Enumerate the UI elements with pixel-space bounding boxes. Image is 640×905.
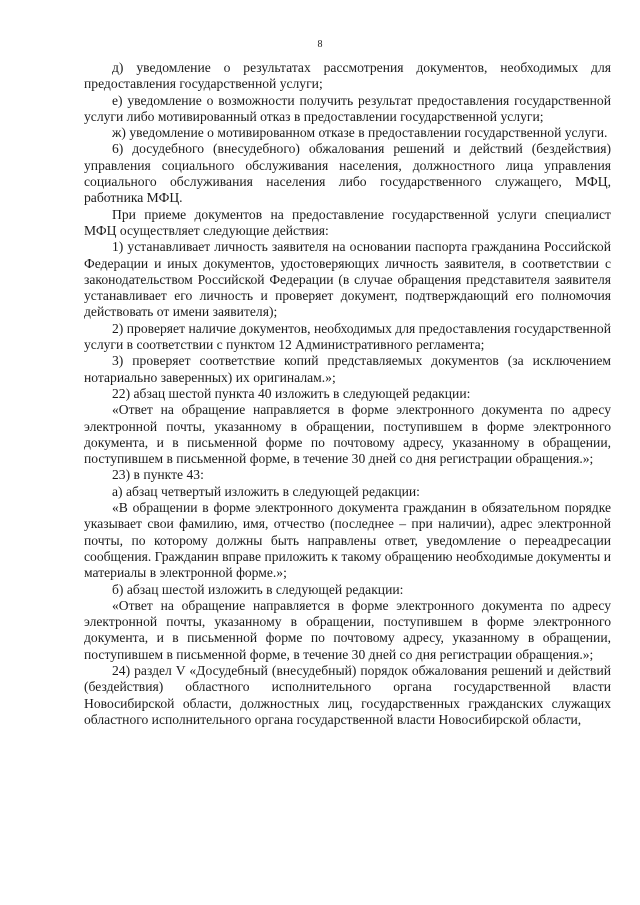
page-number: 8	[317, 39, 323, 50]
paragraph: При приеме документов на предоставление государственной услуги специалист МФЦ осуществляет следующие действия:	[84, 206, 611, 238]
paragraph: «Ответ на обращение направляется в форме электронного документа по адресу электронной почты, указанному в обращении, поступившем в форме электронного документа, и в письменной форме по почтовому адресу, указанному в обращении, поступившем в письменной форме, в течение 30 дней со дня регистрации обращения.»;	[84, 402, 611, 467]
paragraph: «В обращении в форме электронного документа гражданин в обязательном порядке указывает свои фамилию, имя, отчество (последнее – при наличии), адрес электронной почты, по которому должны быть направлены ответ, уведомление о переадресации сообщения. Гражданин вправе приложить к такому обращению необходимые документы и материалы в электронной форме.»;	[84, 500, 611, 581]
paragraph: ж) уведомление о мотивированном отказе в предоставлении государственной услуги.	[112, 125, 608, 141]
paragraph: 1) устанавливает личность заявителя на основании паспорта гражданина Российской Федерации и иных документов, удостоверяющих личность заявителя, в соответствии с законодательством Российской Федерации (в случае обращения представителя заявителя устанавливает его личность и проверяет документ, подтверждающий его полномочия действовать от имени заявителя);	[84, 239, 611, 320]
paragraph: 24) раздел V «Досудебный (внесудебный) порядок обжалования решений и действий (бездействия) областного исполнительного органа государственной власти Новосибирской области, должностных лиц, государственных гражданских служащих областного исполнительного органа государственной власти Новосибирской области,	[84, 662, 611, 727]
paragraph: 23) в пункте 43:	[112, 467, 204, 483]
paragraph: а) абзац четвертый изложить в следующей редакции:	[112, 483, 420, 499]
paragraph: 6) досудебного (внесудебного) обжалования решений и действий (бездействия) управления социального обслуживания населения, должностного лица управления социального обслуживания населения либо государственного служащего, МФЦ, работника МФЦ.	[84, 141, 611, 206]
paragraph: 22) абзац шестой пункта 40 изложить в следующей редакции:	[112, 385, 471, 401]
document-body	[84, 60, 611, 728]
paragraph: «Ответ на обращение направляется в форме электронного документа по адресу электронной почты, указанному в обращении, поступившем в форме электронного документа, и в письменной форме по почтовому адресу, указанному в обращении, поступившем в письменной форме, в течение 30 дней со дня регистрации обращения.»;	[84, 597, 611, 662]
paragraph: е) уведомление о возможности получить результат предоставления государственной услуги либо мотивированный отказ в предоставлении государственной услуги;	[84, 92, 611, 124]
paragraph: б) абзац шестой изложить в следующей редакции:	[112, 581, 404, 597]
paragraph: 3) проверяет соответствие копий представляемых документов (за исключением нотариально заверенных) их оригиналам.»;	[84, 353, 611, 385]
paragraph: 2) проверяет наличие документов, необходимых для предоставления государственной услуги в соответствии с пунктом 12 Административного регламента;	[84, 320, 611, 353]
paragraph: д) уведомление о результатах рассмотрения документов, необходимых для предоставления государственной услуги;	[84, 60, 611, 92]
